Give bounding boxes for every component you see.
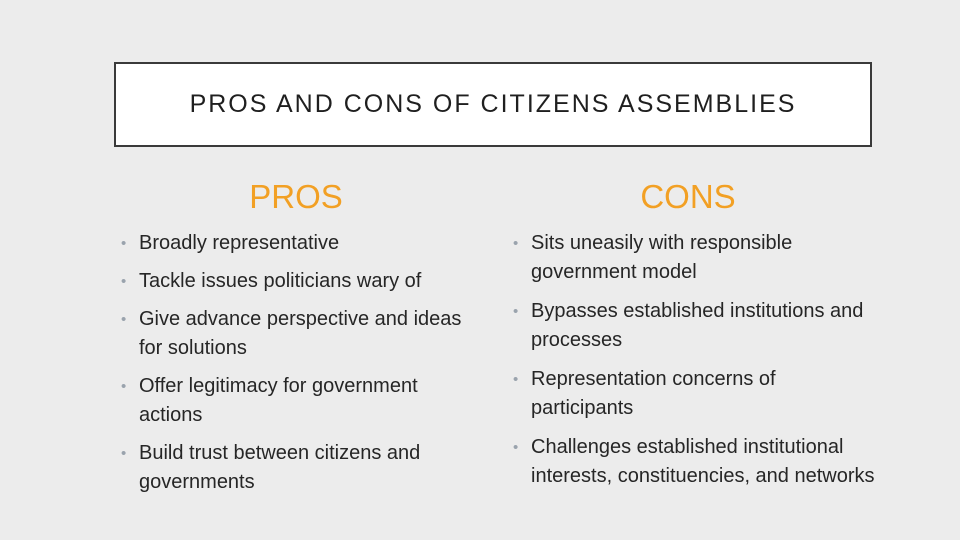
pros-item-text: Give advance perspective and ideas for solutions [139, 308, 462, 359]
list-item [510, 229, 880, 287]
cons-item-text: Challenges established institutional interests, constituencies, and networks [531, 436, 875, 487]
cons-item-text: Bypasses established institutions and processes [531, 300, 864, 351]
list-item [118, 267, 478, 296]
cons-list [510, 229, 880, 501]
bullet-icon: • [513, 439, 519, 456]
bullet-icon: • [513, 235, 519, 252]
list-item [510, 433, 880, 491]
bullet-icon: • [121, 311, 127, 328]
pros-item-text: Broadly representative [139, 232, 340, 254]
cons-item-text: Sits uneasily with responsible government model [531, 232, 793, 283]
list-item [118, 372, 478, 430]
pros-item-text: Build trust between citizens and governments [139, 442, 421, 493]
pros-list [118, 229, 478, 506]
title-box [114, 62, 872, 147]
bullet-icon: • [513, 371, 519, 388]
bullet-icon: • [121, 445, 127, 462]
slide-title: PROS AND CONS OF CITIZENS ASSEMBLIES [189, 90, 797, 118]
cons-item-text: Representation concerns of participants [531, 368, 776, 419]
pros-heading: PROS [249, 178, 343, 215]
pros-item-text: Offer legitimacy for government actions [139, 375, 418, 426]
bullet-icon: • [121, 235, 127, 252]
cons-heading: CONS [640, 178, 736, 215]
list-item [118, 229, 478, 258]
list-item [118, 305, 478, 363]
bullet-icon: • [121, 378, 127, 395]
list-item [510, 297, 880, 355]
list-item [118, 439, 478, 497]
list-item [510, 365, 880, 423]
bullet-icon: • [513, 303, 519, 320]
pros-item-text: Tackle issues politicians wary of [139, 270, 422, 292]
bullet-icon: • [121, 273, 127, 290]
